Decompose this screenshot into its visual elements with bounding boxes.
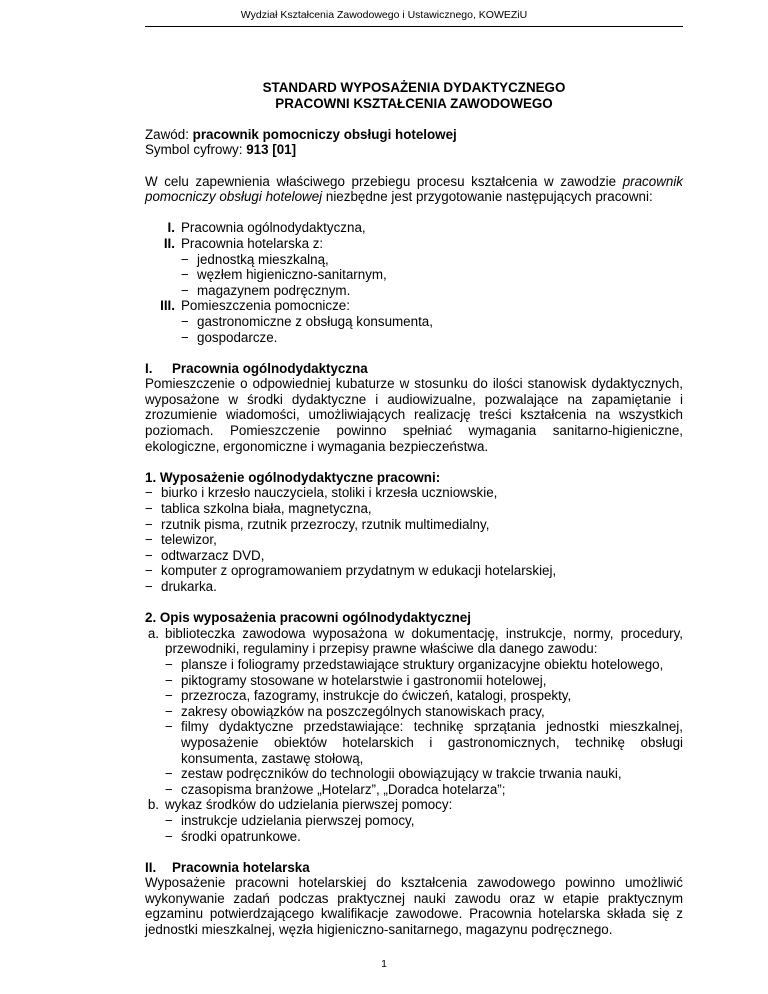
profession-line <box>145 127 683 143</box>
list-item: − filmy dydaktyczne przedstawiające: technikę sprzątania jednostki mieszkalnej, wyposażenie obiektów hotelarskich i gastronomicznych, technikę obsługi konsumenta, zastawę stołową, <box>165 719 683 766</box>
list-item: − rzutnik pisma, rzutnik przezroczy, rzutnik multimedialny, <box>145 517 683 533</box>
list-item: − odtwarzacz DVD, <box>145 548 683 564</box>
profession-value: pracownik pomocniczy obsługi hotelowej <box>192 126 457 142</box>
room-list-item-i: I. Pracownia ogólnodydaktyczna, <box>167 220 366 236</box>
section-1-paragraph: Pomieszczenie o odpowiedniej kubaturze w stosunku do ilości stanowisk dydaktycznych, wyposażone w środki dydaktyczne i audiowizualne, pozwalające na zapamiętanie i zrozumienie wiadomości, umożliwiających realizację treści kształcenia na wszystkich poziomach. Pomieszczenie powinno spełniać wymagania sanitarno-higieniczne, ekologiczne, ergonomiczne i wymagania bezpieczeństwa. <box>145 376 683 454</box>
subsection-item-b: b. wykaz środków do udzielania pierwszej pomocy: − instrukcje udzielania pierwszej pomocy, − środki opatrunkowe. <box>149 797 683 844</box>
symbol-value: 913 [01] <box>246 142 297 158</box>
intro-paragraph: W celu zapewnienia właściwego przebiegu procesu kształcenia w zawodzie pracownik pomocniczy obsługi hotelowej niezbędne jest przygotowanie następujących pracowni: <box>145 173 683 205</box>
list-item: − zestaw podręczników do technologii obowiązujący w trakcie trwania nauki, <box>165 766 683 782</box>
list-item: − magazynem podręcznym. <box>181 283 683 299</box>
list-item: − czasopisma branżowe „Hotelarz”, „Doradca hotelarza”; <box>165 782 683 798</box>
list-item: − plansze i foliogramy przedstawiające struktury organizacyjne obiektu hotelowego, <box>165 657 683 673</box>
document-body <box>145 80 683 938</box>
intro-profession: pracownik pomocniczy obsługi hotelowej <box>145 173 683 205</box>
equipment-list <box>145 485 683 594</box>
profession-label: Zawód: <box>145 126 193 142</box>
running-header: Wydział Kształcenia Zawodowego i Ustawicznego, KOWEZiU <box>240 9 528 21</box>
list-item: − środki opatrunkowe. <box>165 829 683 845</box>
section-heading-1: I. Pracownia ogólnodydaktyczna <box>145 360 368 376</box>
document-title-line-2: PRACOWNI KSZTAŁCENIA ZAWODOWEGO <box>275 95 553 111</box>
list-item: − komputer z oprogramowaniem przydatnym w edukacji hotelarskiej, <box>145 563 683 579</box>
section-heading-2: II. Pracownia hotelarska <box>145 859 310 875</box>
list-item: − tablica szkolna biała, magnetyczna, <box>145 501 683 517</box>
document-title-line-1: STANDARD WYPOSAŻENIA DYDAKTYCZNEGO <box>262 80 566 95</box>
list-item: − węzłem higieniczno-sanitarnym, <box>181 267 683 283</box>
symbol-line <box>145 142 683 158</box>
page-number: 1 <box>381 958 387 970</box>
subsection-item-a: a. biblioteczka zawodowa wyposażona w dokumentację, instrukcje, normy, procedury, przewodniki, regulaminy i przepisy prawne właściwe dla danego zawodu: − plansze i foliogramy przedstawiające struktury organizacyjne obiektu hotelowego, − piktogramy stosowane w hotelarstwie i gastronomii hotelowej, − przezrocza, fazogramy, instrukcje do ćwiczeń, katalogi, prospekty, − zakresy obowiązków na poszczególnych stanowiskach pracy, − filmy dydaktyczne przedstawiające: technikę sprzątania jednostki mieszkalnej, wyposażenie obiektów hotelarskich i gastronomicznych, technikę obsługi konsumenta, zastawę stołową, − zestaw podręczników do technologii obowiązujący w trakcie trwania nauki, − czasopisma branżowe „Hotelarz”, „Doradca hotelarza”; <box>149 626 683 798</box>
room-list <box>145 220 683 345</box>
list-item: − gospodarcze. <box>181 330 683 346</box>
subsection-heading-1: 1. Wyposażenie ogólnodydaktyczne pracowni: <box>145 469 441 485</box>
subsection-heading-2: 2. Opis wyposażenia pracowni ogólnodydaktycznej <box>145 610 471 626</box>
list-item: − telewizor, <box>145 532 683 548</box>
list-item: − instrukcje udzielania pierwszej pomocy, <box>165 813 683 829</box>
symbol-label: Symbol cyfrowy: <box>145 142 247 158</box>
list-item: − biurko i krzesło nauczyciela, stoliki i krzesła uczniowskie, <box>145 485 683 501</box>
room-list-item-ii: II. Pracownia hotelarska z: − jednostką mieszkalną, − węzłem higieniczno-sanitarnym, − magazynem podręcznym. <box>145 236 683 298</box>
section-2-paragraph: Wyposażenie pracowni hotelarskiej do kształcenia zawodowego powinno umożliwić wykonywanie zadań podczas praktycznej nauki zawodu oraz w etapie praktycznym egzaminu potwierdzającego kwalifikacje zawodowe. Pracownia hotelarska składa się z jednostki mieszkalnej, węzła higieniczno-sanitarnego, magazynu podręcznego. <box>145 875 683 938</box>
list-item: − zakresy obowiązków na poszczególnych stanowiskach pracy, <box>165 704 683 720</box>
list-item: − piktogramy stosowane w hotelarstwie i gastronomii hotelowej, <box>165 673 683 689</box>
list-item: − gastronomiczne z obsługą konsumenta, <box>181 314 683 330</box>
list-item: − jednostką mieszkalną, <box>181 252 683 268</box>
header-rule <box>145 26 683 27</box>
list-item: − przezrocza, fazogramy, instrukcje do ćwiczeń, katalogi, prospekty, <box>165 688 683 704</box>
list-item: − drukarka. <box>145 579 683 595</box>
room-list-item-iii: III. Pomieszczenia pomocnicze: − gastronomiczne z obsługą konsumenta, − gospodarcze. <box>145 298 683 345</box>
